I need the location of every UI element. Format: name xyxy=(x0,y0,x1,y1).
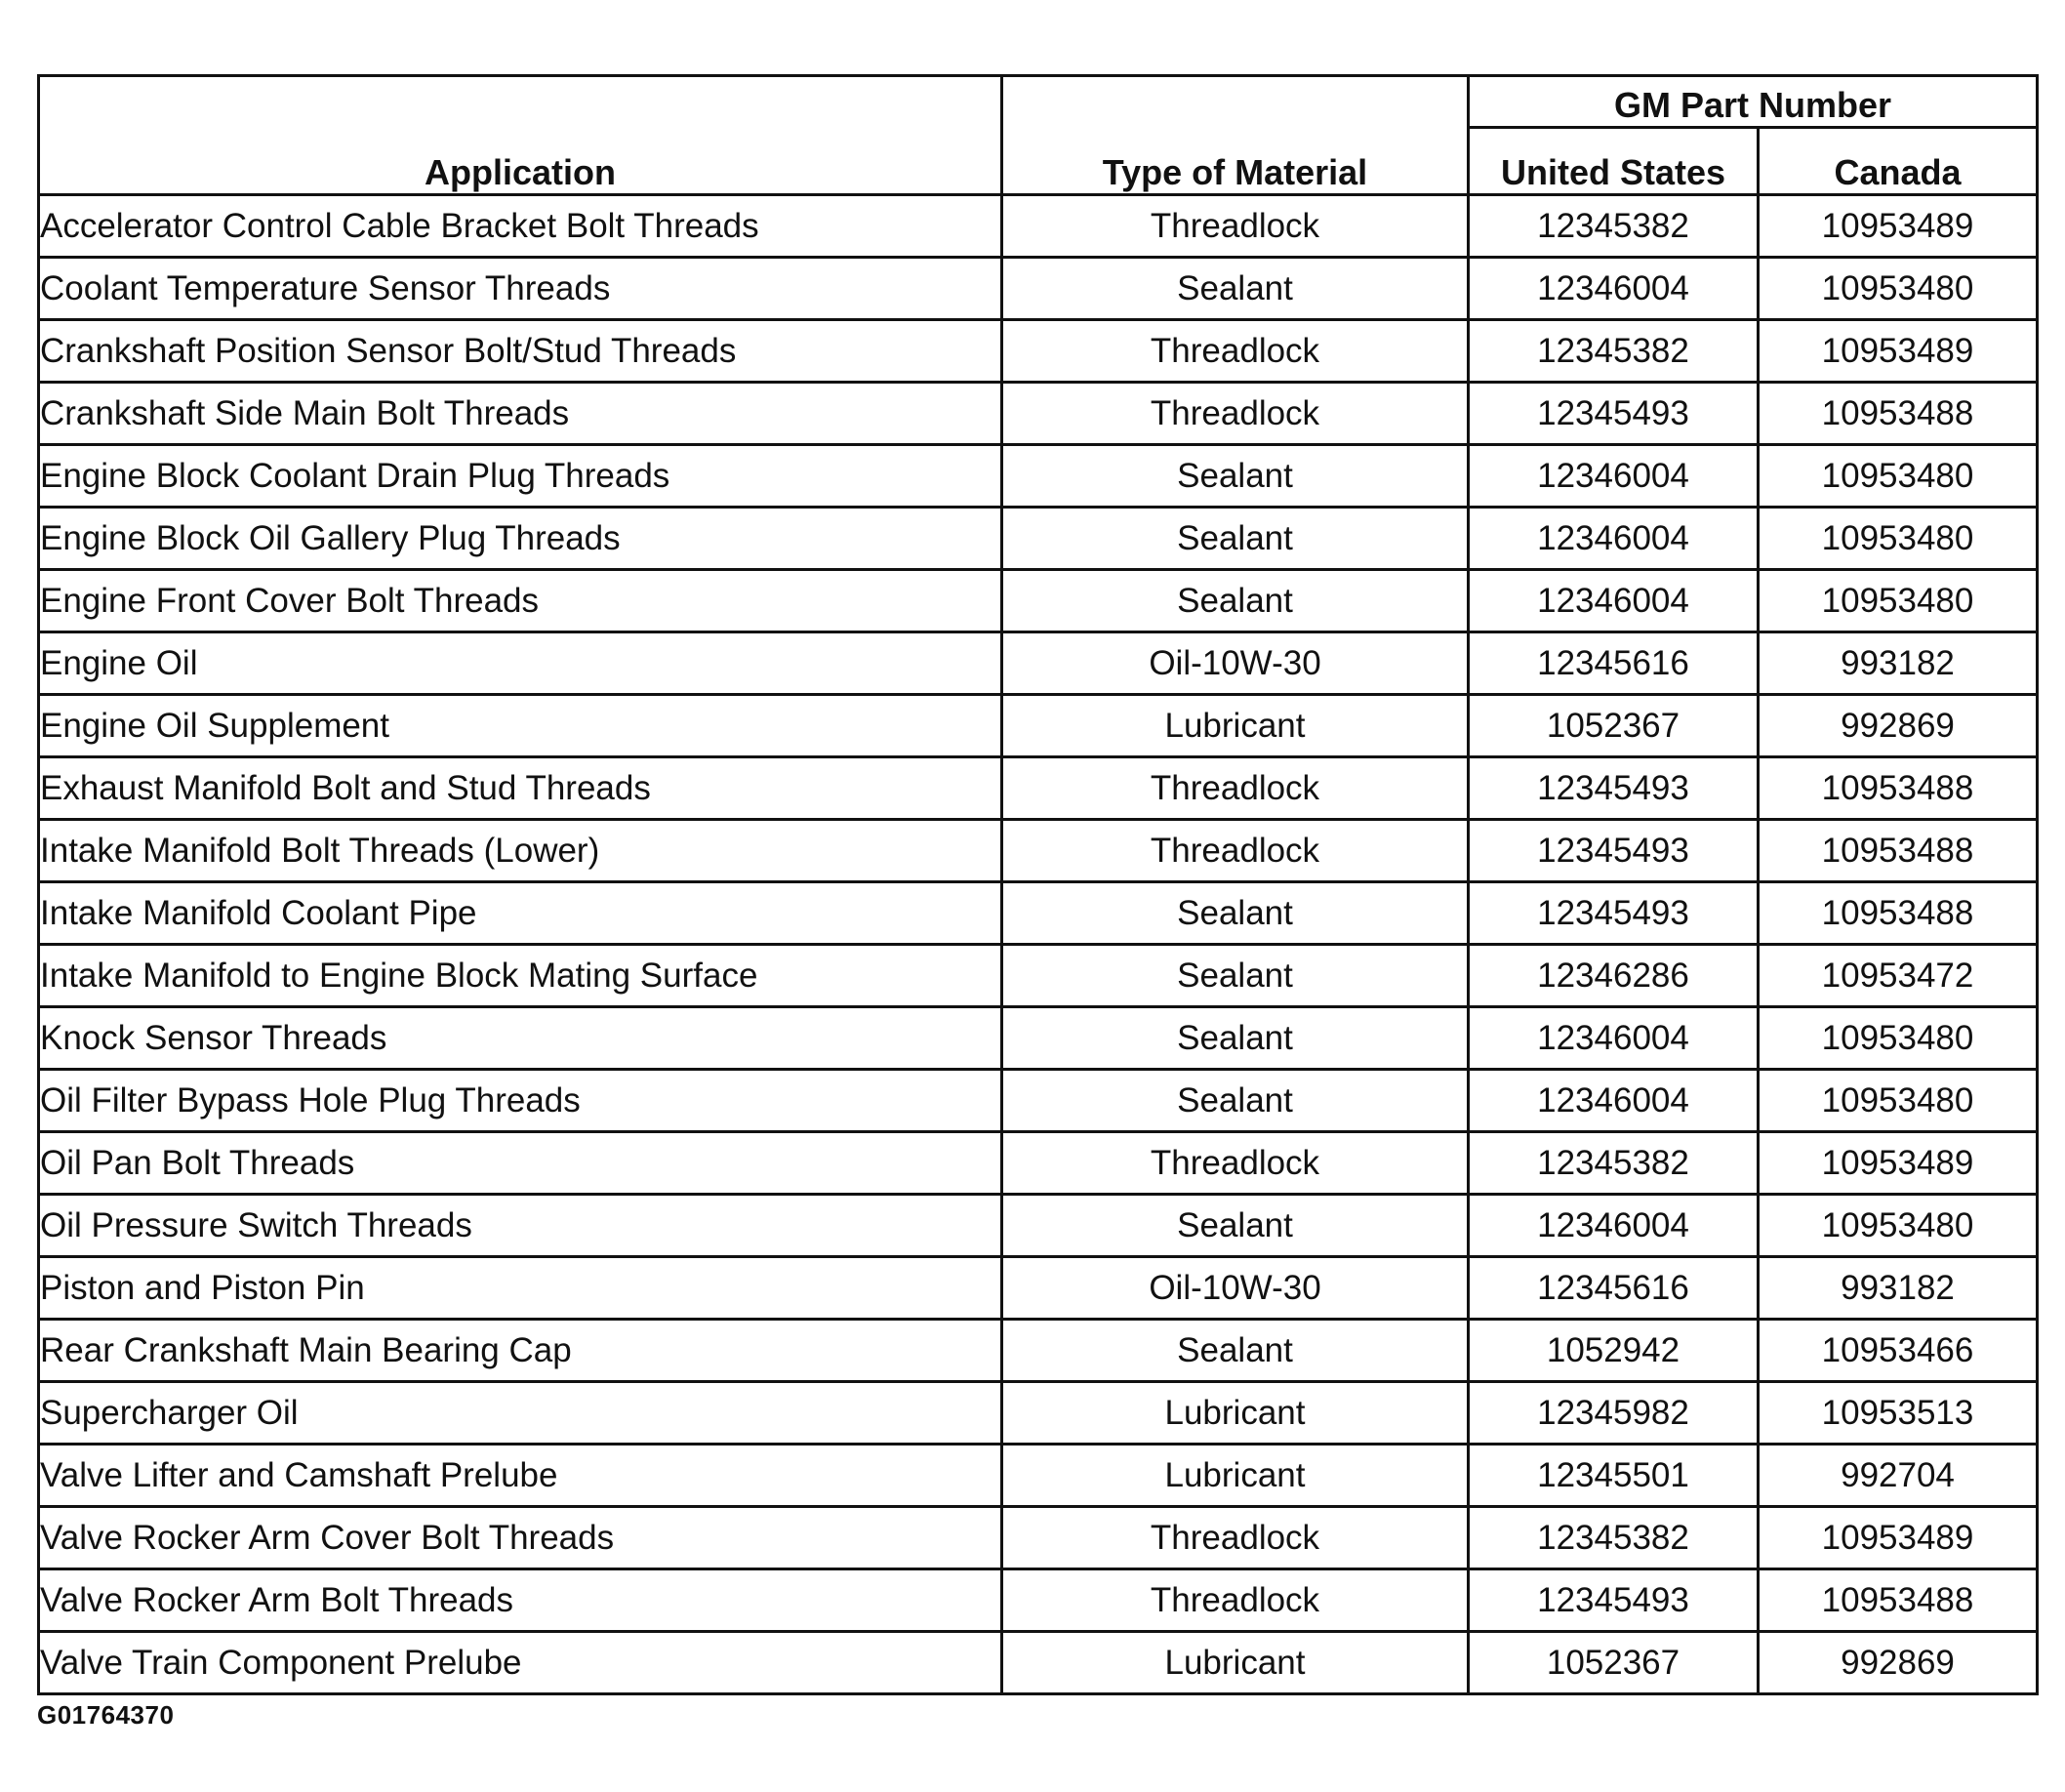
cell-material: Sealant xyxy=(1002,508,1469,570)
table-row xyxy=(39,1132,2038,1195)
cell-material: Threadlock xyxy=(1002,383,1469,445)
cell-us-part-number: 12345982 xyxy=(1469,1382,1759,1445)
cell-application: Piston and Piston Pin xyxy=(39,1257,1002,1320)
table-body xyxy=(39,195,2038,1694)
cell-canada-part-number: 10953480 xyxy=(1759,258,2038,320)
cell-us-part-number: 12345493 xyxy=(1469,1569,1759,1632)
table-row xyxy=(39,383,2038,445)
cell-material: Threadlock xyxy=(1002,1132,1469,1195)
cell-canada-part-number: 10953480 xyxy=(1759,1007,2038,1070)
cell-material: Threadlock xyxy=(1002,757,1469,820)
sealant-parts-table xyxy=(37,74,2039,1695)
cell-application: Engine Front Cover Bolt Threads xyxy=(39,570,1002,632)
table-row xyxy=(39,882,2038,945)
cell-us-part-number: 12346004 xyxy=(1469,258,1759,320)
cell-us-part-number: 1052367 xyxy=(1469,695,1759,757)
table-row xyxy=(39,632,2038,695)
cell-application: Supercharger Oil xyxy=(39,1382,1002,1445)
cell-canada-part-number: 10953466 xyxy=(1759,1320,2038,1382)
cell-canada-part-number: 993182 xyxy=(1759,632,2038,695)
cell-canada-part-number: 10953480 xyxy=(1759,1070,2038,1132)
cell-canada-part-number: 10953488 xyxy=(1759,383,2038,445)
table-row xyxy=(39,820,2038,882)
cell-material: Lubricant xyxy=(1002,1632,1469,1694)
cell-us-part-number: 12345493 xyxy=(1469,882,1759,945)
cell-application: Intake Manifold Bolt Threads (Lower) xyxy=(39,820,1002,882)
cell-material: Oil-10W-30 xyxy=(1002,632,1469,695)
cell-canada-part-number: 10953489 xyxy=(1759,320,2038,383)
header-row-top xyxy=(39,76,2038,128)
table-row xyxy=(39,1632,2038,1694)
table-row xyxy=(39,1569,2038,1632)
cell-material: Threadlock xyxy=(1002,195,1469,258)
header-canada: Canada xyxy=(1759,128,2038,195)
cell-canada-part-number: 10953489 xyxy=(1759,1507,2038,1569)
table-header xyxy=(39,76,2038,195)
cell-material: Lubricant xyxy=(1002,695,1469,757)
cell-material: Sealant xyxy=(1002,258,1469,320)
cell-canada-part-number: 10953489 xyxy=(1759,195,2038,258)
cell-us-part-number: 12345382 xyxy=(1469,1507,1759,1569)
cell-material: Sealant xyxy=(1002,1007,1469,1070)
cell-application: Valve Lifter and Camshaft Prelube xyxy=(39,1445,1002,1507)
table-row xyxy=(39,508,2038,570)
cell-material: Threadlock xyxy=(1002,1569,1469,1632)
cell-material: Threadlock xyxy=(1002,820,1469,882)
header-united-states: United States xyxy=(1469,128,1759,195)
cell-us-part-number: 1052942 xyxy=(1469,1320,1759,1382)
cell-application: Valve Rocker Arm Cover Bolt Threads xyxy=(39,1507,1002,1569)
cell-canada-part-number: 10953488 xyxy=(1759,757,2038,820)
cell-material: Sealant xyxy=(1002,882,1469,945)
cell-canada-part-number: 10953480 xyxy=(1759,445,2038,508)
table-row xyxy=(39,1257,2038,1320)
cell-us-part-number: 12345382 xyxy=(1469,1132,1759,1195)
cell-canada-part-number: 10953489 xyxy=(1759,1132,2038,1195)
cell-us-part-number: 12346004 xyxy=(1469,570,1759,632)
cell-application: Valve Rocker Arm Bolt Threads xyxy=(39,1569,1002,1632)
table-row xyxy=(39,1007,2038,1070)
table-row xyxy=(39,757,2038,820)
cell-application: Accelerator Control Cable Bracket Bolt Threads xyxy=(39,195,1002,258)
header-application: Application xyxy=(39,76,1002,195)
cell-canada-part-number: 10953480 xyxy=(1759,1195,2038,1257)
table-row xyxy=(39,445,2038,508)
table-row xyxy=(39,258,2038,320)
cell-us-part-number: 12345501 xyxy=(1469,1445,1759,1507)
cell-application: Crankshaft Side Main Bolt Threads xyxy=(39,383,1002,445)
cell-us-part-number: 12346004 xyxy=(1469,1007,1759,1070)
cell-application: Valve Train Component Prelube xyxy=(39,1632,1002,1694)
cell-us-part-number: 12345616 xyxy=(1469,1257,1759,1320)
cell-application: Crankshaft Position Sensor Bolt/Stud Threads xyxy=(39,320,1002,383)
table-row xyxy=(39,1382,2038,1445)
cell-us-part-number: 12345493 xyxy=(1469,820,1759,882)
table-row xyxy=(39,570,2038,632)
cell-us-part-number: 12345616 xyxy=(1469,632,1759,695)
cell-material: Lubricant xyxy=(1002,1382,1469,1445)
header-gm-part-number: GM Part Number xyxy=(1469,76,2038,128)
table-row xyxy=(39,1070,2038,1132)
cell-canada-part-number: 10953480 xyxy=(1759,570,2038,632)
cell-application: Oil Pan Bolt Threads xyxy=(39,1132,1002,1195)
cell-application: Engine Oil xyxy=(39,632,1002,695)
cell-us-part-number: 12346004 xyxy=(1469,1070,1759,1132)
cell-canada-part-number: 10953488 xyxy=(1759,820,2038,882)
cell-material: Threadlock xyxy=(1002,1507,1469,1569)
cell-canada-part-number: 10953480 xyxy=(1759,508,2038,570)
cell-material: Sealant xyxy=(1002,945,1469,1007)
sealant-parts-table-container xyxy=(37,74,2036,1695)
cell-material: Sealant xyxy=(1002,1320,1469,1382)
table-row xyxy=(39,1507,2038,1569)
cell-us-part-number: 12345382 xyxy=(1469,195,1759,258)
cell-application: Engine Oil Supplement xyxy=(39,695,1002,757)
cell-us-part-number: 12345493 xyxy=(1469,757,1759,820)
table-row xyxy=(39,1445,2038,1507)
cell-application: Engine Block Oil Gallery Plug Threads xyxy=(39,508,1002,570)
cell-canada-part-number: 993182 xyxy=(1759,1257,2038,1320)
cell-application: Oil Filter Bypass Hole Plug Threads xyxy=(39,1070,1002,1132)
cell-application: Oil Pressure Switch Threads xyxy=(39,1195,1002,1257)
cell-us-part-number: 12346004 xyxy=(1469,508,1759,570)
cell-material: Sealant xyxy=(1002,1070,1469,1132)
cell-application: Intake Manifold Coolant Pipe xyxy=(39,882,1002,945)
cell-us-part-number: 12345382 xyxy=(1469,320,1759,383)
cell-us-part-number: 12346286 xyxy=(1469,945,1759,1007)
cell-us-part-number: 12345493 xyxy=(1469,383,1759,445)
cell-material: Lubricant xyxy=(1002,1445,1469,1507)
cell-application: Exhaust Manifold Bolt and Stud Threads xyxy=(39,757,1002,820)
cell-canada-part-number: 992869 xyxy=(1759,695,2038,757)
cell-canada-part-number: 10953488 xyxy=(1759,1569,2038,1632)
cell-material: Threadlock xyxy=(1002,320,1469,383)
cell-application: Coolant Temperature Sensor Threads xyxy=(39,258,1002,320)
cell-material: Oil-10W-30 xyxy=(1002,1257,1469,1320)
header-type-of-material: Type of Material xyxy=(1002,76,1469,195)
table-row xyxy=(39,945,2038,1007)
table-row xyxy=(39,195,2038,258)
cell-material: Sealant xyxy=(1002,1195,1469,1257)
cell-us-part-number: 12346004 xyxy=(1469,1195,1759,1257)
cell-application: Intake Manifold to Engine Block Mating Surface xyxy=(39,945,1002,1007)
table-row xyxy=(39,1320,2038,1382)
cell-application: Knock Sensor Threads xyxy=(39,1007,1002,1070)
cell-us-part-number: 12346004 xyxy=(1469,445,1759,508)
cell-us-part-number: 1052367 xyxy=(1469,1632,1759,1694)
cell-application: Rear Crankshaft Main Bearing Cap xyxy=(39,1320,1002,1382)
cell-canada-part-number: 10953488 xyxy=(1759,882,2038,945)
cell-canada-part-number: 10953472 xyxy=(1759,945,2038,1007)
cell-canada-part-number: 992869 xyxy=(1759,1632,2038,1694)
table-row xyxy=(39,1195,2038,1257)
cell-canada-part-number: 10953513 xyxy=(1759,1382,2038,1445)
figure-id: G01764370 xyxy=(37,1700,175,1730)
cell-material: Sealant xyxy=(1002,445,1469,508)
table-row xyxy=(39,695,2038,757)
cell-material: Sealant xyxy=(1002,570,1469,632)
table-row xyxy=(39,320,2038,383)
cell-application: Engine Block Coolant Drain Plug Threads xyxy=(39,445,1002,508)
cell-canada-part-number: 992704 xyxy=(1759,1445,2038,1507)
